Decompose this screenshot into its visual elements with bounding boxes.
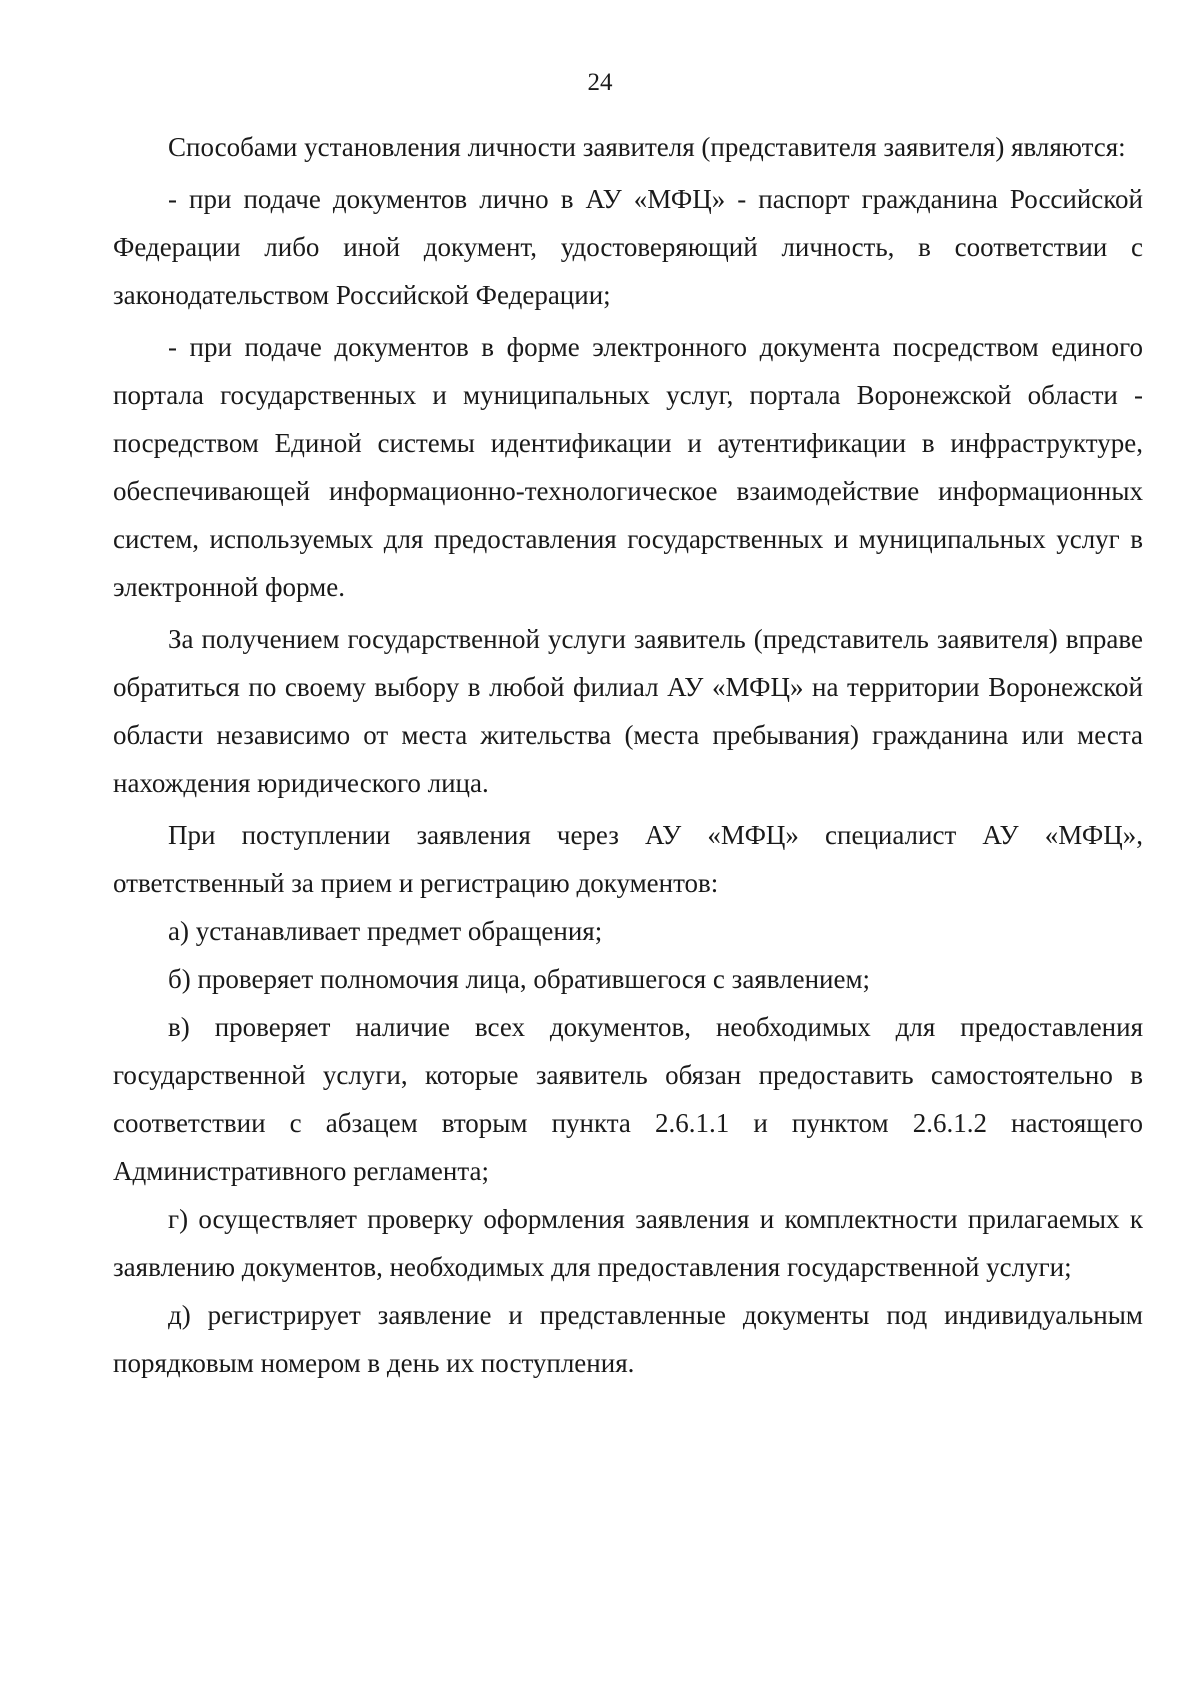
- paragraph-mfc-specialist: При поступлении заявления через АУ «МФЦ» специалист АУ «МФЦ», ответственный за прием и регистрацию документов:: [113, 820, 1143, 898]
- list-item-g: г) осуществляет проверку оформления заявления и комплектности прилагаемых к заявлению документов, необходимых для предоставления государственной услуги;: [113, 1204, 1143, 1282]
- list-item-v: в) проверяет наличие всех документов, необходимых для предоставления государственной услуги, которые заявитель обязан предоставить самостоятельно в соответствии с абзацем вторым пункта 2.6.1.1 и пунктом 2.6.1.2 настоящего Административного регламента;: [113, 1012, 1143, 1186]
- list-item-d: д) регистрирует заявление и представленные документы под индивидуальным порядковым номером в день их поступления.: [113, 1300, 1143, 1378]
- paragraph-identity-methods: Способами установления личности заявителя (представителя заявителя) являются:: [168, 132, 1126, 162]
- paragraph-any-branch: За получением государственной услуги заявитель (представитель заявителя) вправе обратиться по своему выбору в любой филиал АУ «МФЦ» на территории Воронежской области независимо от места жительства (места пребывания) гражданина или места нахождения юридического лица.: [113, 624, 1143, 798]
- list-item-b: б) проверяет полномочия лица, обратившегося с заявлением;: [168, 964, 871, 994]
- paragraph-personal-submission: - при подаче документов лично в АУ «МФЦ» - паспорт гражданина Российской Федерации либо иной документ, удостоверяющий личность, в соответствии с законодательством Российской Федерации;: [113, 184, 1143, 310]
- page-number: 24: [587, 69, 613, 96]
- paragraph-electronic-submission: - при подаче документов в форме электронного документа посредством единого портала государственных и муниципальных услуг, портала Воронежской области - посредством Единой системы идентификации и аутентификации в инфраструктуре, обеспечивающей информационно-технологическое взаимодействие информационных систем, используемых для предоставления государственных и муниципальных услуг в электронной форме.: [113, 332, 1143, 602]
- list-item-a: а) устанавливает предмет обращения;: [168, 916, 603, 946]
- document-body: [113, 123, 1143, 1387]
